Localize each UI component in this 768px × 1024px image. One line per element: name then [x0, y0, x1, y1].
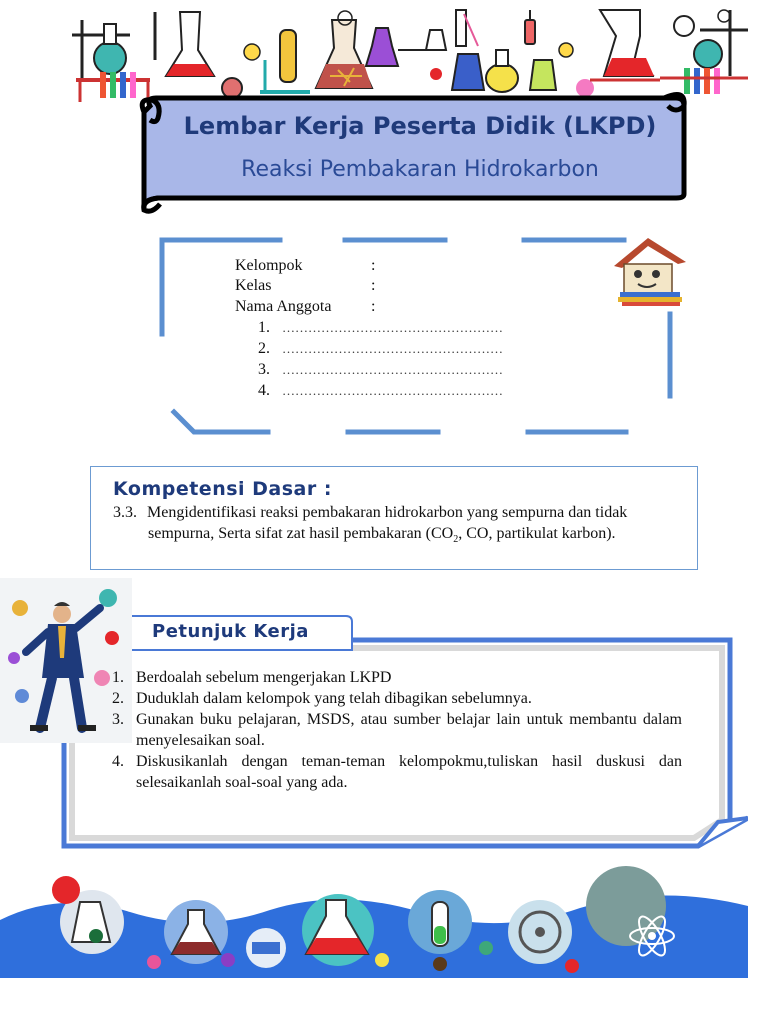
field-kelompok-colon: :	[371, 257, 376, 274]
member-blank: ……………………………………………	[282, 341, 503, 356]
member-line	[258, 381, 503, 402]
member-line	[258, 339, 503, 360]
test-tube-icon	[408, 890, 472, 954]
list-item	[112, 751, 682, 793]
field-kelas	[235, 276, 375, 297]
page-title: Lembar Kerja Peserta Didik (LKPD)	[183, 112, 657, 140]
kompetensi-dasar-heading: Kompetensi Dasar :	[113, 478, 332, 500]
list-item-number: 3.	[112, 711, 124, 728]
test-tube-rack-icon	[246, 928, 286, 968]
kompetensi-dasar-text	[113, 502, 681, 550]
list-item	[112, 709, 682, 751]
list-item	[112, 667, 682, 688]
distillation-set-icon	[426, 10, 573, 92]
member-blank: ……………………………………………	[282, 362, 503, 377]
beaker-icon	[302, 894, 374, 966]
red-flask-icon	[155, 12, 242, 98]
flask-icon	[164, 900, 228, 964]
field-kelompok-label: Kelompok	[235, 257, 303, 274]
kd-line-2b: , CO, partikulat karbon).	[458, 525, 616, 542]
petunjuk-kerja-list	[112, 667, 682, 793]
school-house-icon	[606, 232, 692, 306]
member-number: 4.	[258, 382, 270, 399]
member-blank: ……………………………………………	[282, 320, 503, 335]
yellow-test-tube-icon	[244, 30, 310, 92]
petunjuk-kerja-heading: Petunjuk Kerja	[152, 621, 309, 642]
list-item-text: Diskusikanlah dengan teman-teman kelompokmu,tuliskan hasil duskusi dan selesaikanlah soal-soal yang ada.	[136, 753, 682, 791]
radiation-icon	[508, 900, 572, 964]
member-number: 1.	[258, 319, 270, 336]
member-number: 2.	[258, 340, 270, 357]
member-line	[258, 360, 503, 381]
kd-line-2a: sempurna, Serta sifat zat hasil pembakaran (CO	[148, 525, 454, 542]
field-kelas-colon: :	[371, 277, 376, 294]
ring-stand-right-icon	[576, 10, 748, 97]
member-blank: ……………………………………………	[282, 383, 503, 398]
page-subtitle: Reaksi Pembakaran Hidrokarbon	[241, 157, 599, 182]
list-item-text: Duduklah dalam kelompok yang telah dibagikan sebelumnya.	[136, 690, 532, 707]
member-number: 3.	[258, 361, 270, 378]
mosaic-flask-icon	[316, 11, 372, 88]
list-item-number: 2.	[112, 690, 124, 707]
footer-science-illustration	[0, 850, 768, 980]
field-nama-anggota	[235, 297, 375, 318]
field-kelas-label: Kelas	[235, 277, 272, 294]
list-item	[112, 688, 682, 709]
title-scroll-banner	[136, 88, 688, 214]
field-nama-anggota-label: Nama Anggota	[235, 298, 332, 315]
list-item-text: Berdoalah sebelum mengerjakan LKPD	[136, 669, 392, 686]
list-item-number: 1.	[112, 669, 124, 686]
list-item-number: 4.	[112, 753, 124, 770]
kd-subscript: 2	[453, 534, 459, 546]
list-item-text: Gunakan buku pelajaran, MSDS, atau sumber belajar lain untuk membantu dalam menyelesaikan soal.	[136, 711, 682, 749]
field-nama-anggota-colon: :	[371, 298, 376, 315]
kd-number: 3.3.	[113, 504, 137, 521]
field-kelompok	[235, 256, 375, 277]
kd-line-1: Mengidentifikasi reaksi pembakaran hidrokarbon yang sempurna dan tidak	[147, 504, 628, 521]
member-line	[258, 318, 503, 339]
